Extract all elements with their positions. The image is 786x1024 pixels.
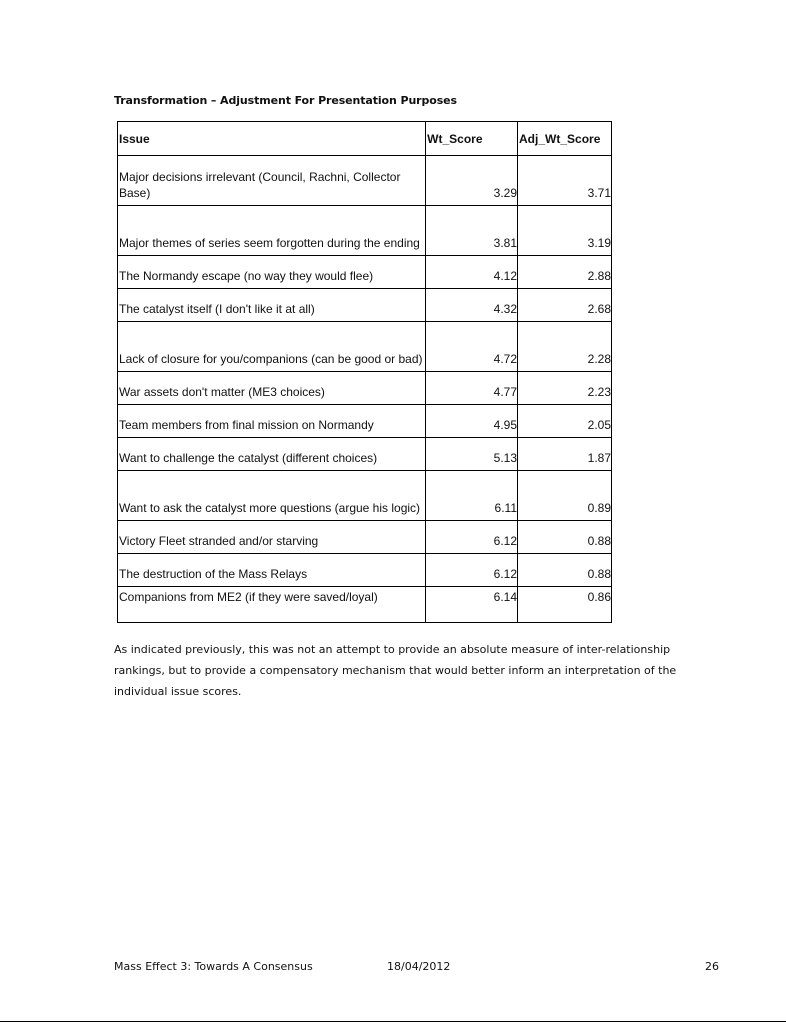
issue-cell: Lack of closure for you/companions (can be good or bad) xyxy=(118,322,426,372)
wt-score-cell: 4.95 xyxy=(426,405,518,438)
wt-score-cell: 6.14 xyxy=(426,587,518,623)
table-row xyxy=(118,438,612,471)
adj-wt-score-cell: 2.23 xyxy=(518,372,612,405)
wt-score-cell: 5.13 xyxy=(426,438,518,471)
table-row xyxy=(118,471,612,521)
header-issue: Issue xyxy=(118,122,426,156)
table-row xyxy=(118,554,612,587)
footer-title: Mass Effect 3: Towards A Consensus xyxy=(114,960,313,973)
table-row xyxy=(118,405,612,438)
body-paragraph: As indicated previously, this was not an attempt to provide an absolute measure of inter-relationship rankings, but to provide a compensatory mechanism that would better inform an interpretation of the individual issue scores. xyxy=(114,643,677,698)
issue-cell: Team members from final mission on Normandy xyxy=(118,405,426,438)
table-row xyxy=(118,256,612,289)
issue-score-table xyxy=(117,121,612,623)
issue-cell: Want to challenge the catalyst (different choices) xyxy=(118,438,426,471)
wt-score-cell: 3.29 xyxy=(426,156,518,206)
table-row xyxy=(118,289,612,322)
wt-score-cell: 4.77 xyxy=(426,372,518,405)
table-row xyxy=(118,156,612,206)
wt-score-cell: 6.12 xyxy=(426,554,518,587)
adj-wt-score-cell: 1.87 xyxy=(518,438,612,471)
adj-wt-score-cell: 3.19 xyxy=(518,206,612,256)
page-number: 26 xyxy=(705,960,719,973)
adj-wt-score-cell: 2.68 xyxy=(518,289,612,322)
wt-score-cell: 3.81 xyxy=(426,206,518,256)
table-row xyxy=(118,322,612,372)
adj-wt-score-cell: 2.28 xyxy=(518,322,612,372)
issue-cell: Companions from ME2 (if they were saved/loyal) xyxy=(118,587,426,623)
wt-score-cell: 4.72 xyxy=(426,322,518,372)
adj-wt-score-cell: 3.71 xyxy=(518,156,612,206)
wt-score-cell: 4.12 xyxy=(426,256,518,289)
header-wt-score: Wt_Score xyxy=(426,122,518,156)
wt-score-cell: 6.12 xyxy=(426,521,518,554)
table-row xyxy=(118,521,612,554)
wt-score-cell: 4.32 xyxy=(426,289,518,322)
adj-wt-score-cell: 2.05 xyxy=(518,405,612,438)
issue-cell: Want to ask the catalyst more questions (argue his logic) xyxy=(118,471,426,521)
header-adj-wt-score: Adj_Wt_Score xyxy=(518,122,612,156)
issue-cell: Major themes of series seem forgotten during the ending xyxy=(118,206,426,256)
adj-wt-score-cell: 0.86 xyxy=(518,587,612,623)
table-row xyxy=(118,372,612,405)
adj-wt-score-cell: 0.88 xyxy=(518,554,612,587)
page-bottom-border xyxy=(0,1021,786,1022)
adj-wt-score-cell: 0.88 xyxy=(518,521,612,554)
section-heading: Transformation – Adjustment For Presentation Purposes xyxy=(114,94,457,107)
issue-cell: The Normandy escape (no way they would flee) xyxy=(118,256,426,289)
wt-score-cell: 6.11 xyxy=(426,471,518,521)
issue-cell: Major decisions irrelevant (Council, Rachni, Collector Base) xyxy=(118,156,426,206)
table-header-row xyxy=(118,122,612,156)
adj-wt-score-cell: 0.89 xyxy=(518,471,612,521)
issue-cell: Victory Fleet stranded and/or starving xyxy=(118,521,426,554)
issue-cell: The destruction of the Mass Relays xyxy=(118,554,426,587)
table-row xyxy=(118,587,612,623)
table-row xyxy=(118,206,612,256)
adj-wt-score-cell: 2.88 xyxy=(518,256,612,289)
issue-cell: War assets don't matter (ME3 choices) xyxy=(118,372,426,405)
issue-cell: The catalyst itself (I don't like it at all) xyxy=(118,289,426,322)
footer-date: 18/04/2012 xyxy=(387,960,451,973)
